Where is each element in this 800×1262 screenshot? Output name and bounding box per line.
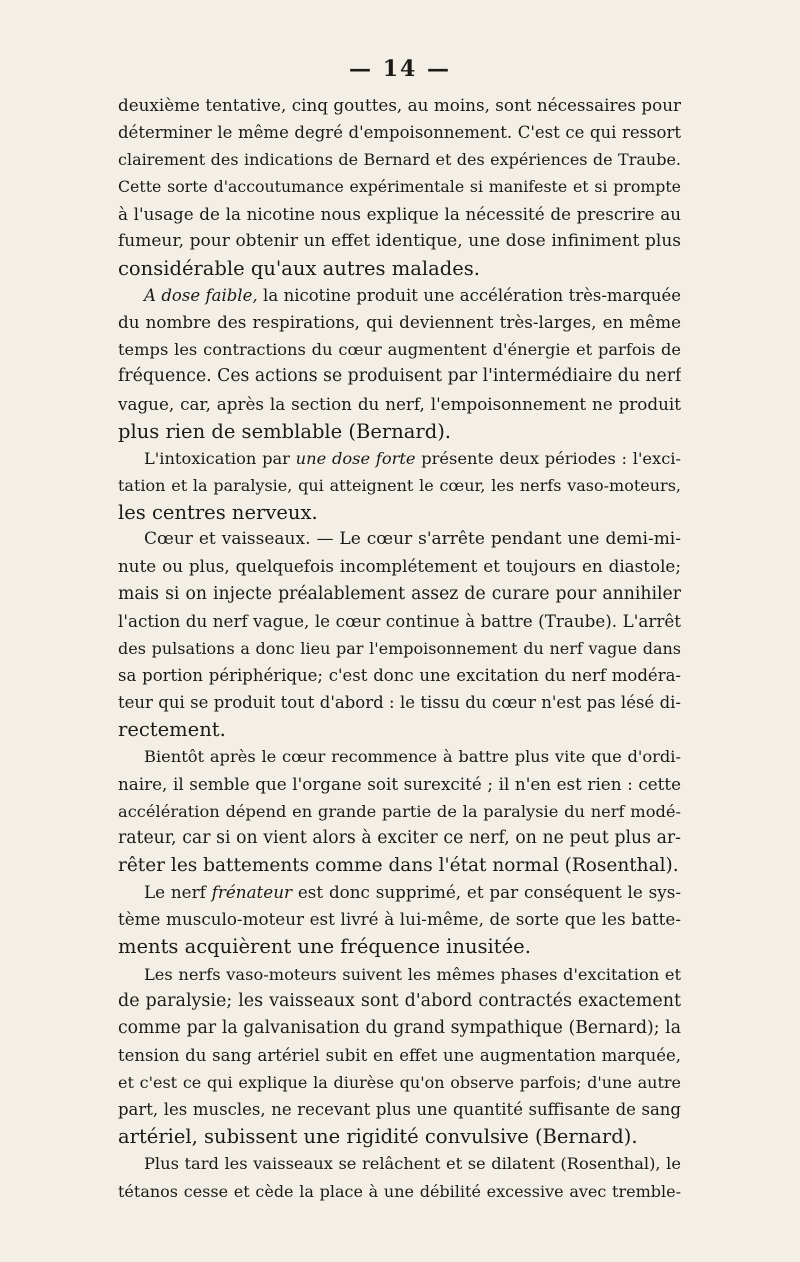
text-line: l'action du nerf vague, le cœur continue à battre (Traube). L'arrêt — [118, 610, 681, 631]
text-line: déterminer le même degré d'empoisonnement. C'est ce qui ressort — [118, 123, 681, 143]
text-line: accélération dépend en grande partie de la paralysie du nerf modé- — [118, 801, 681, 821]
text-line: Cette sorte d'accoutumance expérimentale si manifeste et si prompte — [118, 177, 681, 197]
page-number: — 14 — — [349, 56, 451, 82]
text-line: teur qui se produit tout d'abord : le tissu du cœur n'est pas lésé di- — [118, 693, 681, 713]
text-line: sa portion périphérique; c'est donc une excitation du nerf modéra- — [118, 665, 681, 685]
text-line: du nombre des respirations, qui deviennent très-larges, en même — [118, 312, 681, 333]
text-line: et c'est ce qui explique la diurèse qu'on observe parfois; d'une autre — [118, 1073, 681, 1093]
text-line: vague, car, après la section du nerf, l'empoisonnement ne produit — [118, 393, 681, 414]
text-line — [118, 445, 681, 472]
text-line: tension du sang artériel subit en effet une augmentation marquée, — [118, 1045, 681, 1065]
text-line: rectement. — [118, 718, 226, 742]
text-line: naire, il semble que l'organe soit surexcité ; il n'en est rien : cette — [118, 773, 681, 794]
line-text: L'intoxication par — [144, 448, 296, 468]
text-line — [118, 879, 681, 906]
text-line: Cœur et vaisseaux. — Le cœur s'arrête pendant une demi-mi- — [144, 529, 681, 550]
text-line: tème musculo-moteur est livré à lui-même, de sorte que les batte- — [118, 909, 681, 930]
text-line: tétanos cesse et cède la place à une débilité excessive avec tremble- — [118, 1181, 681, 1201]
text-line: des pulsations a donc lieu par l'empoisonnement du nerf vague dans — [118, 638, 681, 658]
text-line: comme par la galvanisation du grand sympathique (Bernard); la — [118, 1017, 681, 1038]
text-line: Les nerfs vaso-moteurs suivent les mêmes phases d'excitation et — [144, 964, 681, 984]
text-line: ments acquièrent une fréquence inusitée. — [118, 935, 531, 959]
text-line: à l'usage de la nicotine nous explique la nécessité de prescrire au — [118, 203, 681, 224]
line-text: est donc supprimé, et par conséquent le sys- — [292, 882, 681, 903]
text-line: de paralysie; les vaisseaux sont d'abord contractés exactement — [118, 990, 681, 1011]
text-line: mais si on injecte préalablement assez de curare pour annihiler — [118, 583, 681, 604]
text-line: artériel, subissent une rigidité convulsive (Bernard). — [118, 1125, 638, 1149]
text-line: les centres nerveux. — [118, 501, 318, 525]
text-line: fréquence. Ces actions se produisent par l'intermédiaire du nerf — [118, 366, 681, 387]
text-line: rateur, car si on vient alors à exciter ce nerf, on ne peut plus ar- — [118, 827, 681, 848]
italic-phrase: une dose forte — [295, 448, 416, 468]
italic-phrase: A dose faible, — [144, 285, 258, 305]
text-line: Bientôt après le cœur recommence à battre plus vite que d'ordi- — [144, 747, 681, 767]
body-text — [118, 92, 681, 1205]
text-line: clairement des indications de Bernard et des expériences de Traube. — [118, 150, 681, 170]
text-line: Plus tard les vaisseaux se relâchent et se dilatent (Rosenthal), le — [144, 1154, 681, 1174]
text-line: considérable qu'aux autres malades. — [118, 256, 480, 280]
text-line — [118, 282, 681, 309]
text-line: temps les contractions du cœur augmentent d'énergie et parfois de — [118, 340, 681, 360]
line-text: Le nerf — [144, 882, 212, 903]
text-line: tation et la paralysie, qui atteignent le cœur, les nerfs vaso-moteurs, — [118, 475, 681, 495]
text-line: rêter les battements comme dans l'état normal (Rosenthal). — [118, 854, 679, 876]
italic-phrase: frénateur — [211, 882, 292, 903]
line-text: la nicotine produit une accélération très-marquée — [257, 285, 681, 305]
text-line: fumeur, pour obtenir un effet identique, une dose infiniment plus — [118, 230, 681, 251]
text-line: part, les muscles, ne recevant plus une quantité suffisante de sang — [118, 1100, 681, 1120]
text-line: nute ou plus, quelquefois incomplétement et toujours en diastole; — [118, 556, 681, 577]
text-line: deuxième tentative, cinq gouttes, au moins, sont nécessaires pour — [118, 95, 681, 115]
text-line: plus rien de semblable (Bernard). — [118, 419, 451, 443]
line-text: présente deux périodes : l'exci- — [415, 448, 681, 468]
